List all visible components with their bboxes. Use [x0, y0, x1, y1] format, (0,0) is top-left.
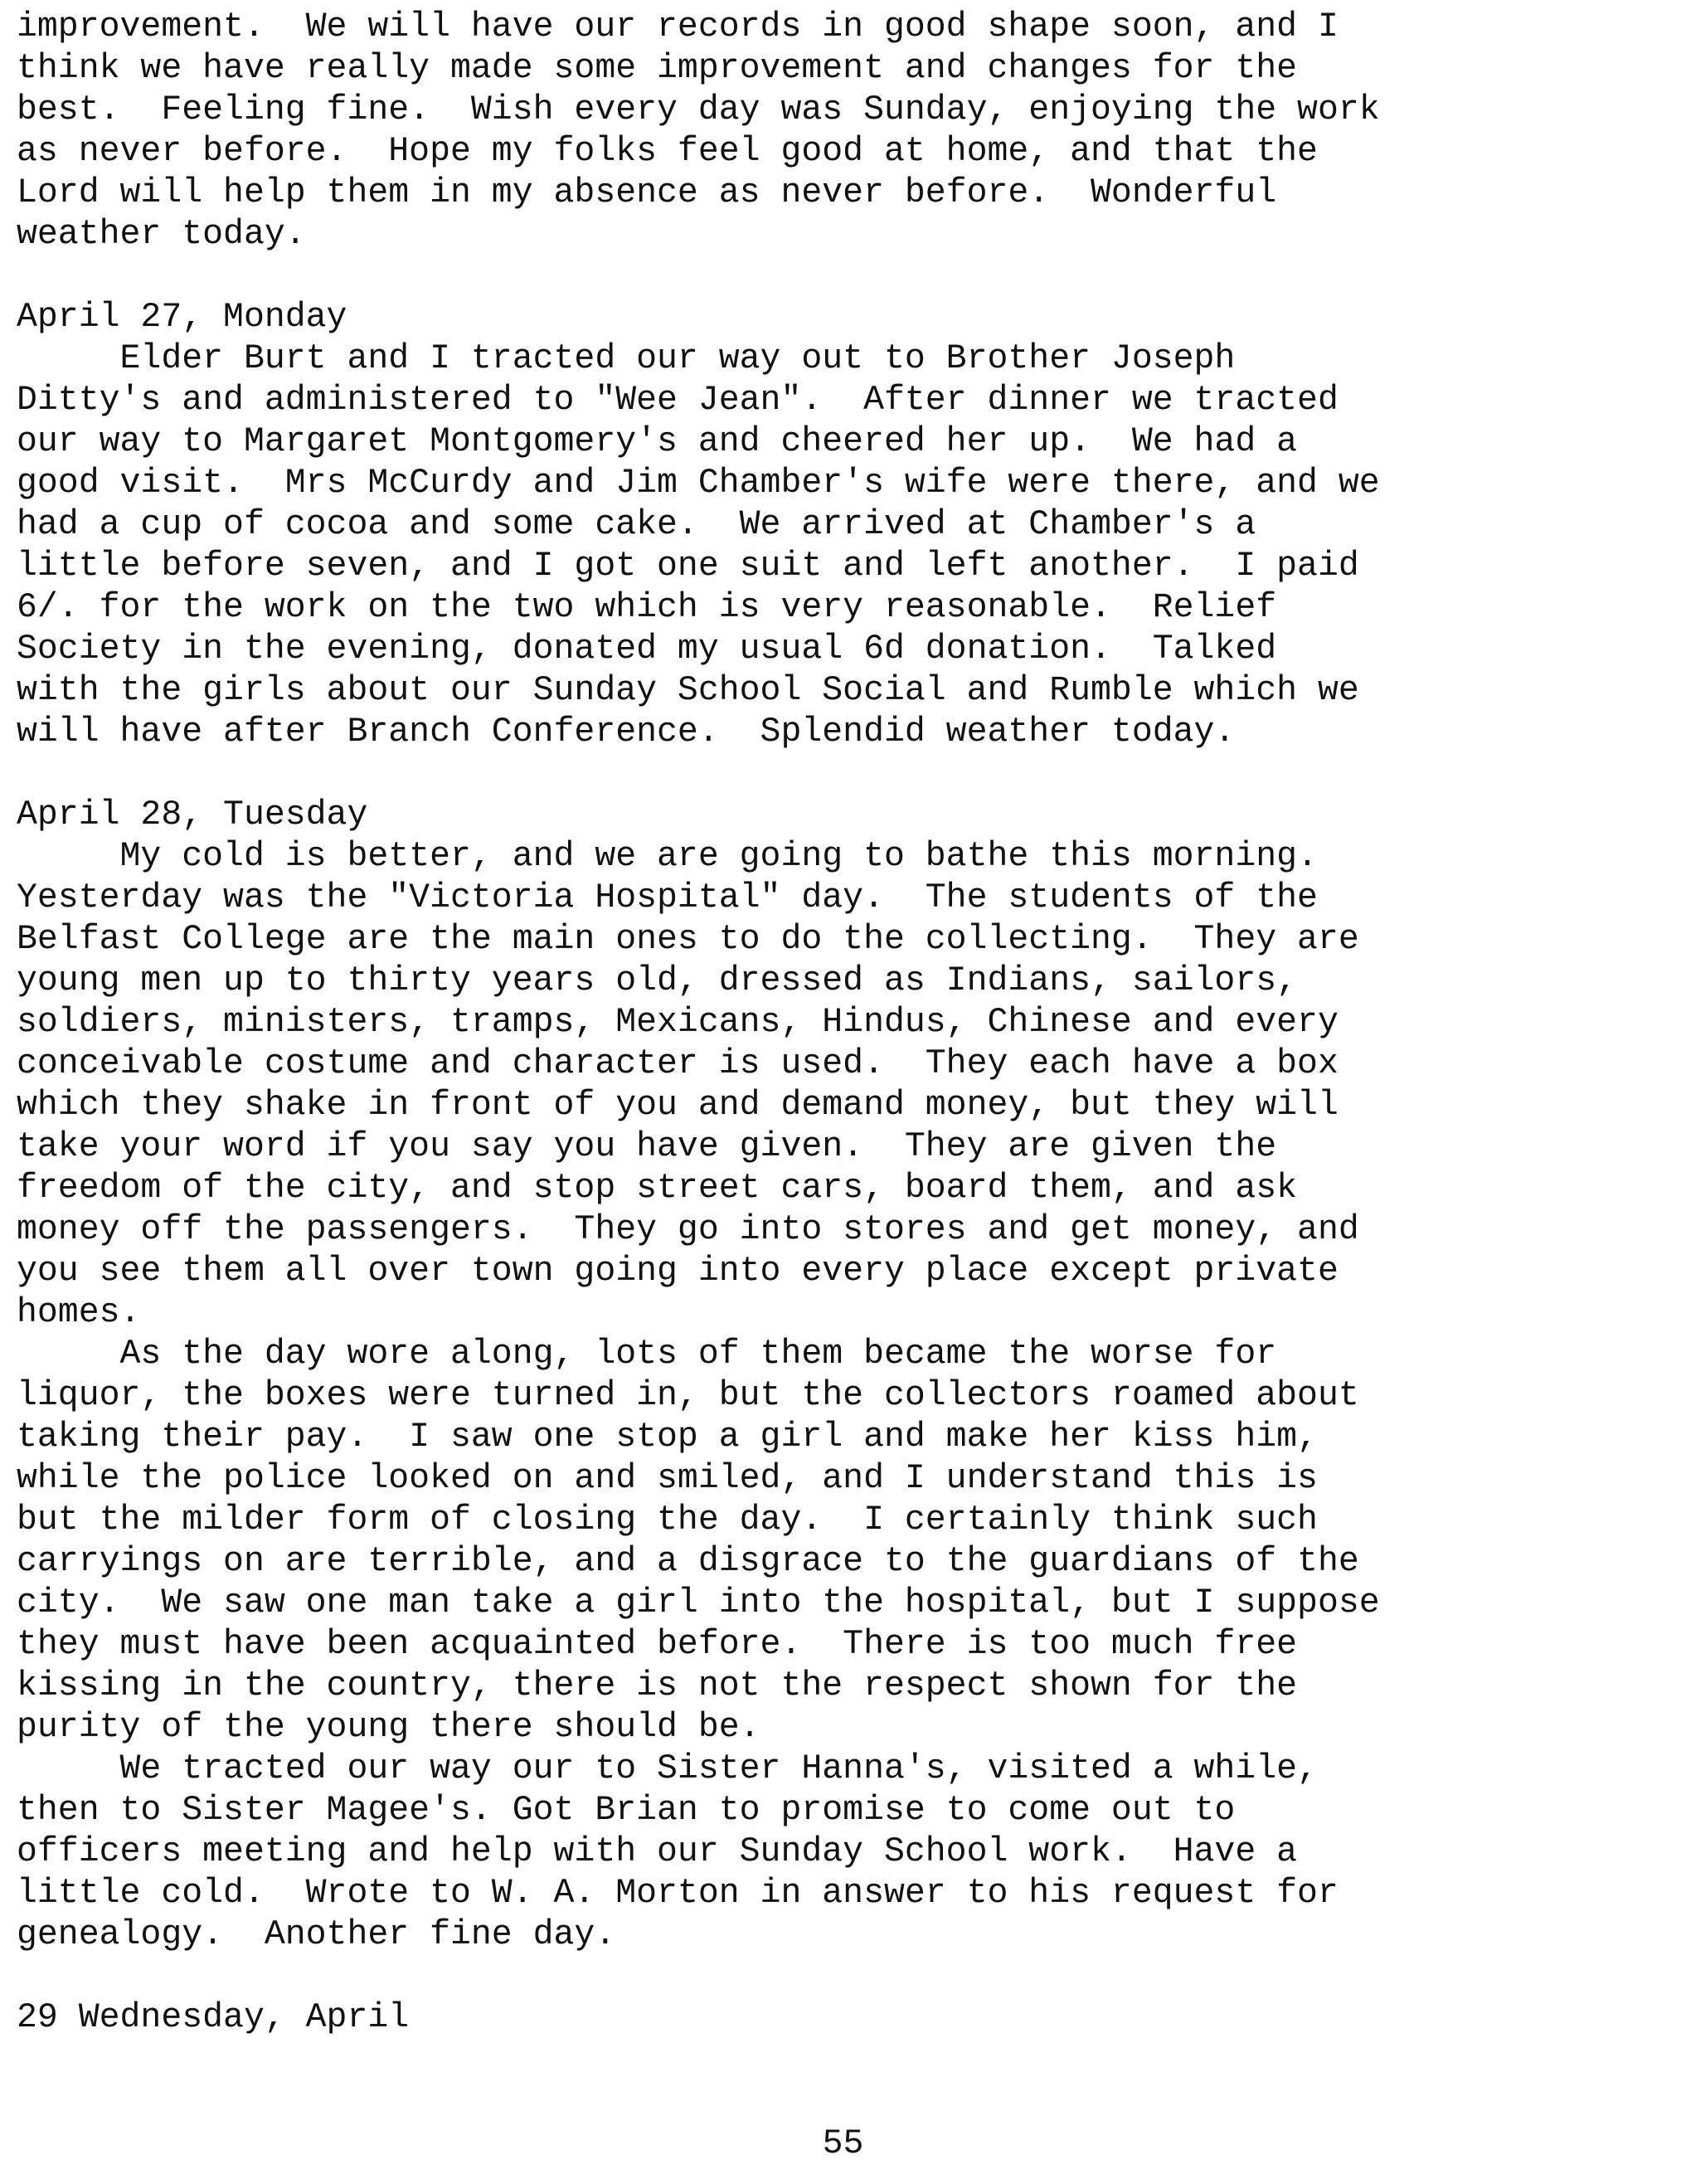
text-line: little before seven, and I got one suit and left another. I paid [17, 547, 1359, 586]
text-line: taking their pay. I saw one stop a girl and make her kiss him, [17, 1418, 1318, 1457]
entry-date-heading: 29 Wednesday, April [17, 1998, 410, 2037]
blank-line [17, 1956, 1675, 1997]
text-line: they must have been acquainted before. There is too much free [17, 1625, 1298, 1664]
text-line: you see them all over town going into every place except private [17, 1252, 1339, 1291]
text-line: officers meeting and help with our Sunday School work. Have a [17, 1832, 1298, 1871]
text-line: little cold. Wrote to W. A. Morton in answer to his request for [17, 1874, 1339, 1913]
text-line: think we have really made some improvement and changes for the [17, 49, 1298, 88]
text-line: Elder Burt and I tracted our way out to Brother Joseph [17, 339, 1236, 378]
text-line: weather today. [17, 215, 306, 254]
text-line: My cold is better, and we are going to bathe this morning. [17, 837, 1318, 876]
text-line: homes. [17, 1293, 141, 1332]
text-line: conceivable costume and character is used. They each have a box [17, 1044, 1339, 1083]
text-line: Lord will help them in my absence as never before. Wonderful [17, 173, 1277, 212]
blank-line [17, 255, 1675, 297]
text-line: will have after Branch Conference. Splendid weather today. [17, 713, 1236, 752]
text-line: take your word if you say you have given. They are given the [17, 1127, 1277, 1166]
text-line: which they shake in front of you and demand money, but they will [17, 1086, 1339, 1125]
text-line: good visit. Mrs McCurdy and Jim Chamber's wife were there, and we [17, 464, 1380, 503]
text-line: but the milder form of closing the day. I certainly think such [17, 1501, 1318, 1540]
text-line: had a cup of cocoa and some cake. We arrived at Chamber's a [17, 505, 1256, 544]
text-line: freedom of the city, and stop street cars, board them, and ask [17, 1169, 1298, 1208]
entry-date-heading: April 27, Monday [17, 298, 347, 337]
text-line: money off the passengers. They go into stores and get money, and [17, 1210, 1359, 1249]
text-line: city. We saw one man take a girl into the hospital, but I suppose [17, 1583, 1380, 1622]
text-line: genealogy. Another fine day. [17, 1915, 616, 1954]
entry-date-heading: April 28, Tuesday [17, 795, 368, 834]
text-line: purity of the young there should be. [17, 1708, 760, 1747]
text-line: 6/. for the work on the two which is very reasonable. Relief [17, 588, 1277, 627]
text-line: young men up to thirty years old, dressed as Indians, sailors, [17, 961, 1298, 1000]
text-line: We tracted our way our to Sister Hanna's, visited a while, [17, 1749, 1318, 1788]
text-line: best. Feeling fine. Wish every day was Sunday, enjoying the work [17, 90, 1380, 129]
text-line: while the police looked on and smiled, and I understand this is [17, 1459, 1318, 1498]
text-line: Belfast College are the main ones to do the collecting. They are [17, 920, 1359, 959]
text-line: our way to Margaret Montgomery's and cheered her up. We had a [17, 422, 1298, 461]
text-line: kissing in the country, there is not the respect shown for the [17, 1666, 1298, 1705]
page-number: 55 [822, 2124, 864, 2163]
text-line: Ditty's and administered to "Wee Jean". After dinner we tracted [17, 381, 1339, 420]
blank-line [17, 753, 1675, 795]
text-line: as never before. Hope my folks feel good at home, and that the [17, 132, 1318, 171]
text-line: liquor, the boxes were turned in, but the collectors roamed about [17, 1376, 1359, 1415]
text-line: with the girls about our Sunday School Social and Rumble which we [17, 671, 1359, 710]
text-line: As the day wore along, lots of them became the worse for [17, 1335, 1277, 1374]
text-line: Yesterday was the "Victoria Hospital" day. The students of the [17, 878, 1318, 917]
text-line: improvement. We will have our records in good shape soon, and I [17, 7, 1339, 46]
text-line: soldiers, ministers, tramps, Mexicans, Hindus, Chinese and every [17, 1003, 1339, 1042]
text-line: Society in the evening, donated my usual 6d donation. Talked [17, 630, 1277, 669]
text-line: carryings on are terrible, and a disgrace to the guardians of the [17, 1542, 1359, 1581]
journal-page [17, 7, 1675, 2138]
text-line: then to Sister Magee's. Got Brian to promise to come out to [17, 1791, 1236, 1830]
